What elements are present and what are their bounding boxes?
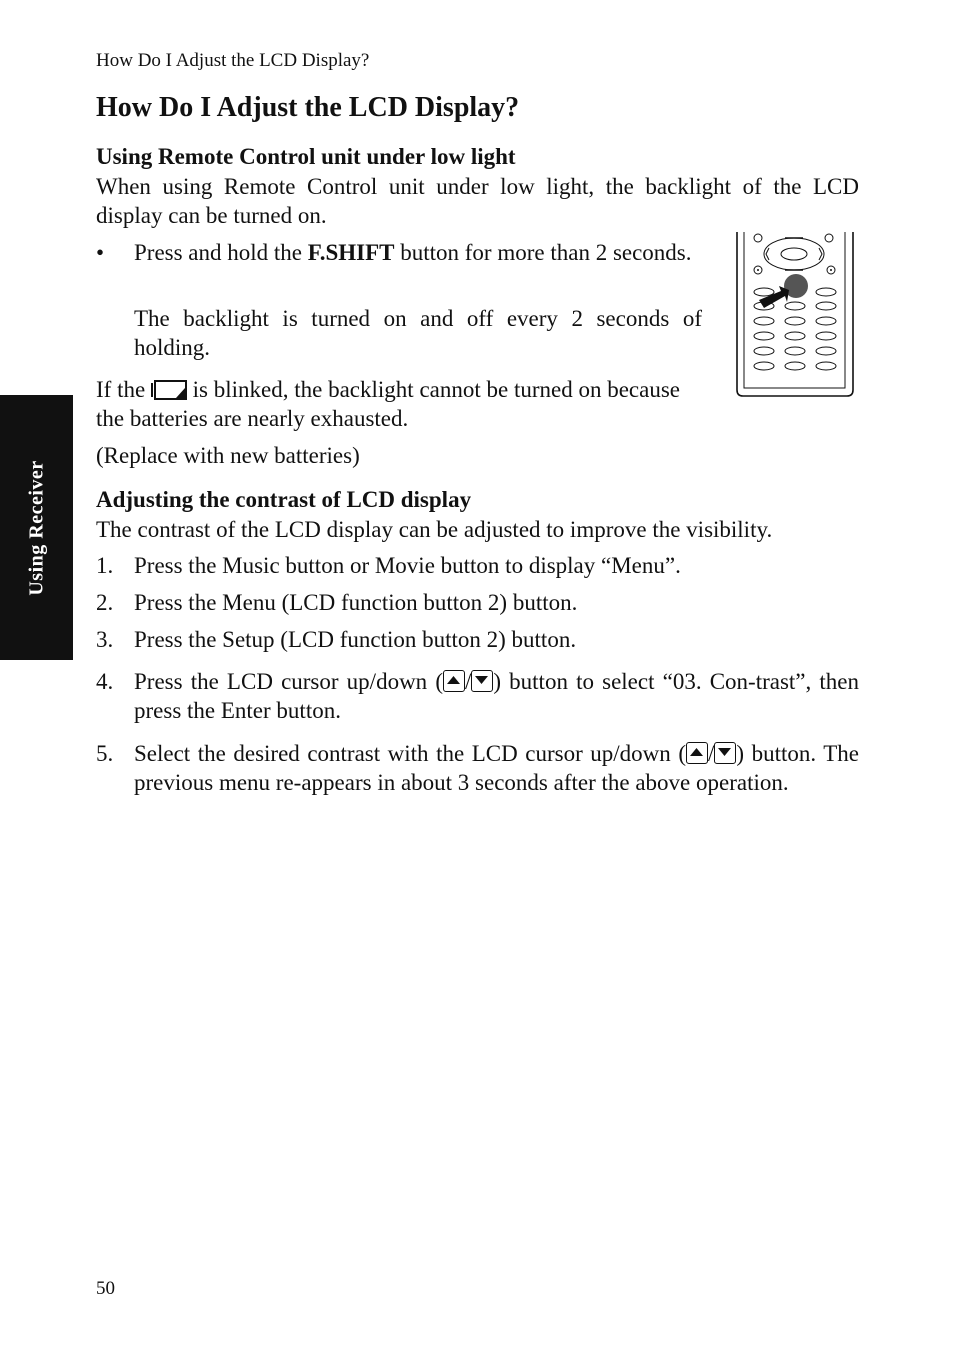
slash: / [464,669,472,694]
step-number: 5. [96,741,114,766]
bullet-text-before: Press and hold the [134,240,308,265]
cursor-down-icon [471,670,493,692]
backlight-note: The backlight is turned on and off every 2 seconds of holding. [134,306,702,360]
battery-text-after: is blinked, the backlight cannot be turned on because the batteries are nearly exhausted. [96,377,680,431]
step-text-after: ) button. The previous menu re-appears in about 3 seconds after the above operation. [134,741,859,795]
battery-warning [96,375,702,433]
battery-text-before: If the [96,377,146,402]
step-number: 2. [96,590,114,615]
step-text: Press the Music button or Movie button to display “Menu”. [134,553,681,578]
step-number: 3. [96,627,114,652]
side-tab [0,395,73,660]
running-head: How Do I Adjust the LCD Display? [96,50,370,71]
step-text [134,739,859,797]
slash: / [707,741,715,766]
replace-batteries-note: (Replace with new batteries) [96,443,360,468]
remote-control-illustration [733,232,857,400]
section-intro-contrast: The contrast of the LCD display can be adjusted to improve the visibility. [96,517,773,542]
section-heading-low-light: Using Remote Control unit under low light [96,144,516,169]
page-number: 50 [96,1278,115,1299]
bullet-text-after: button for more than 2 seconds. [394,240,692,265]
step-number: 4. [96,669,114,694]
section-intro-low-light: When using Remote Control unit under low light, the backlight of the LCD display can be turned on. [96,174,859,228]
step-text-before: Press the LCD cursor up/down ( [134,669,443,694]
step-text-after: ) button to select “03. Con-trast”, then press the Enter button. [134,669,859,723]
bullet-item-fshift [134,238,702,267]
step-text-before: Select the desired contrast with the LCD cursor up/down ( [134,741,686,766]
cursor-up-icon [686,742,708,764]
page-title: How Do I Adjust the LCD Display? [96,92,520,123]
side-tab-label: Using Receiver [25,459,47,596]
fshift-label: F.SHIFT [307,240,395,265]
section-heading-contrast: Adjusting the contrast of LCD display [96,487,472,512]
cursor-down-icon [714,742,736,764]
step-number: 1. [96,553,114,578]
cursor-up-icon [443,670,465,692]
step-text: Press the Setup (LCD function button 2) button. [134,627,577,652]
bullet-marker: • [96,240,105,265]
step-text [134,667,859,725]
step-text: Press the Menu (LCD function button 2) button. [134,590,578,615]
battery-icon [151,380,187,400]
